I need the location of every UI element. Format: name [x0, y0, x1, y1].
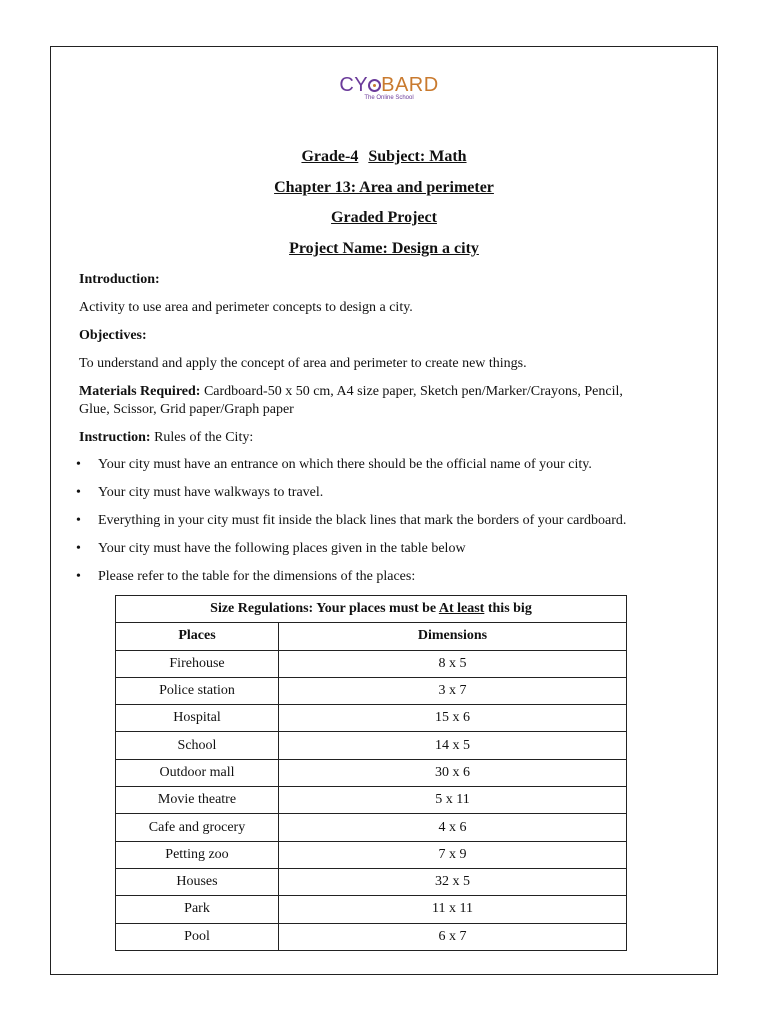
table-header-row [116, 623, 627, 650]
dimension-cell: 8 x 5 [279, 650, 627, 677]
caption-text-post: this big [484, 601, 532, 617]
materials-text-line1: Cardboard-50 x 50 cm, A4 size paper, Sketch pen/Marker/Crayons, Pencil, [200, 384, 623, 399]
table-row [116, 841, 627, 868]
table-row [116, 896, 627, 923]
logo-text-cy: CY [339, 74, 369, 96]
logo-eye-icon [368, 79, 381, 92]
table-row [116, 650, 627, 677]
cyboard-logo [334, 74, 444, 108]
objectives-label: Objectives: [79, 328, 147, 343]
objectives-text: To understand and apply the concept of area and perimeter to create new things. [79, 356, 527, 371]
table-row [116, 814, 627, 841]
dimension-cell: 11 x 11 [279, 896, 627, 923]
materials-text-line2: Glue, Scissor, Grid paper/Graph paper [79, 402, 294, 417]
dimension-cell: 4 x 6 [279, 814, 627, 841]
place-cell: Outdoor mall [116, 759, 279, 786]
bullet-icon: • [76, 541, 81, 556]
table-row [116, 705, 627, 732]
table-row [116, 677, 627, 704]
logo-tagline: The Online School [364, 95, 414, 101]
place-cell: Pool [116, 923, 279, 950]
place-cell: Cafe and grocery [116, 814, 279, 841]
header-places: Places [116, 623, 279, 650]
place-cell: School [116, 732, 279, 759]
logo-text-rest: BARD [381, 74, 439, 96]
instruction-text: Rules of the City: [150, 430, 254, 445]
grade-label: Grade-4 [301, 148, 359, 165]
table-row [116, 868, 627, 895]
place-cell: Firehouse [116, 650, 279, 677]
caption-text-pre: Size Regulations: Your places must be [210, 601, 439, 617]
bullet-icon: • [76, 485, 81, 500]
table-row [116, 732, 627, 759]
list-item-text: Your city must have an entrance on which there should be the official name of your city. [98, 457, 592, 472]
bullet-icon: • [76, 457, 81, 472]
place-cell: Hospital [116, 705, 279, 732]
materials-label: Materials Required: [79, 384, 201, 399]
subject-label: Subject: Math [368, 148, 467, 165]
dimension-cell: 15 x 6 [279, 705, 627, 732]
size-regulations-table [115, 595, 627, 951]
dimension-cell: 5 x 11 [279, 787, 627, 814]
place-cell: Movie theatre [116, 787, 279, 814]
grade-subject-heading [0, 148, 768, 166]
dimension-cell: 14 x 5 [279, 732, 627, 759]
list-item-text: Please refer to the table for the dimensions of the places: [98, 569, 416, 584]
list-item-text: Everything in your city must fit inside the black lines that mark the borders of your cardboard. [98, 513, 627, 528]
table-caption-row [116, 596, 627, 623]
table-caption [116, 596, 627, 623]
dimension-cell: 3 x 7 [279, 677, 627, 704]
place-cell: Petting zoo [116, 841, 279, 868]
chapter-heading: Chapter 13: Area and perimeter [274, 179, 494, 196]
place-cell: Park [116, 896, 279, 923]
dimension-cell: 7 x 9 [279, 841, 627, 868]
list-item-text: Your city must have walkways to travel. [98, 485, 324, 500]
table-row [116, 787, 627, 814]
place-cell: Houses [116, 868, 279, 895]
bullet-icon: • [76, 513, 81, 528]
dimension-cell: 6 x 7 [279, 923, 627, 950]
table-row [116, 923, 627, 950]
dimension-cell: 30 x 6 [279, 759, 627, 786]
list-item-text: Your city must have the following places given in the table below [98, 541, 466, 556]
project-name-heading: Project Name: Design a city [289, 240, 479, 257]
materials-paragraph [79, 383, 689, 419]
dimension-cell: 32 x 5 [279, 868, 627, 895]
instruction-label: Instruction: [79, 430, 151, 445]
introduction-label: Introduction: [79, 272, 160, 287]
caption-emphasis: At least [438, 601, 485, 617]
bullet-icon: • [76, 569, 81, 584]
header-dimensions: Dimensions [279, 623, 627, 650]
table-row [116, 759, 627, 786]
introduction-text: Activity to use area and perimeter concepts to design a city. [79, 300, 413, 315]
project-type-heading: Graded Project [331, 209, 437, 226]
instruction-paragraph [79, 429, 689, 447]
place-cell: Police station [116, 677, 279, 704]
